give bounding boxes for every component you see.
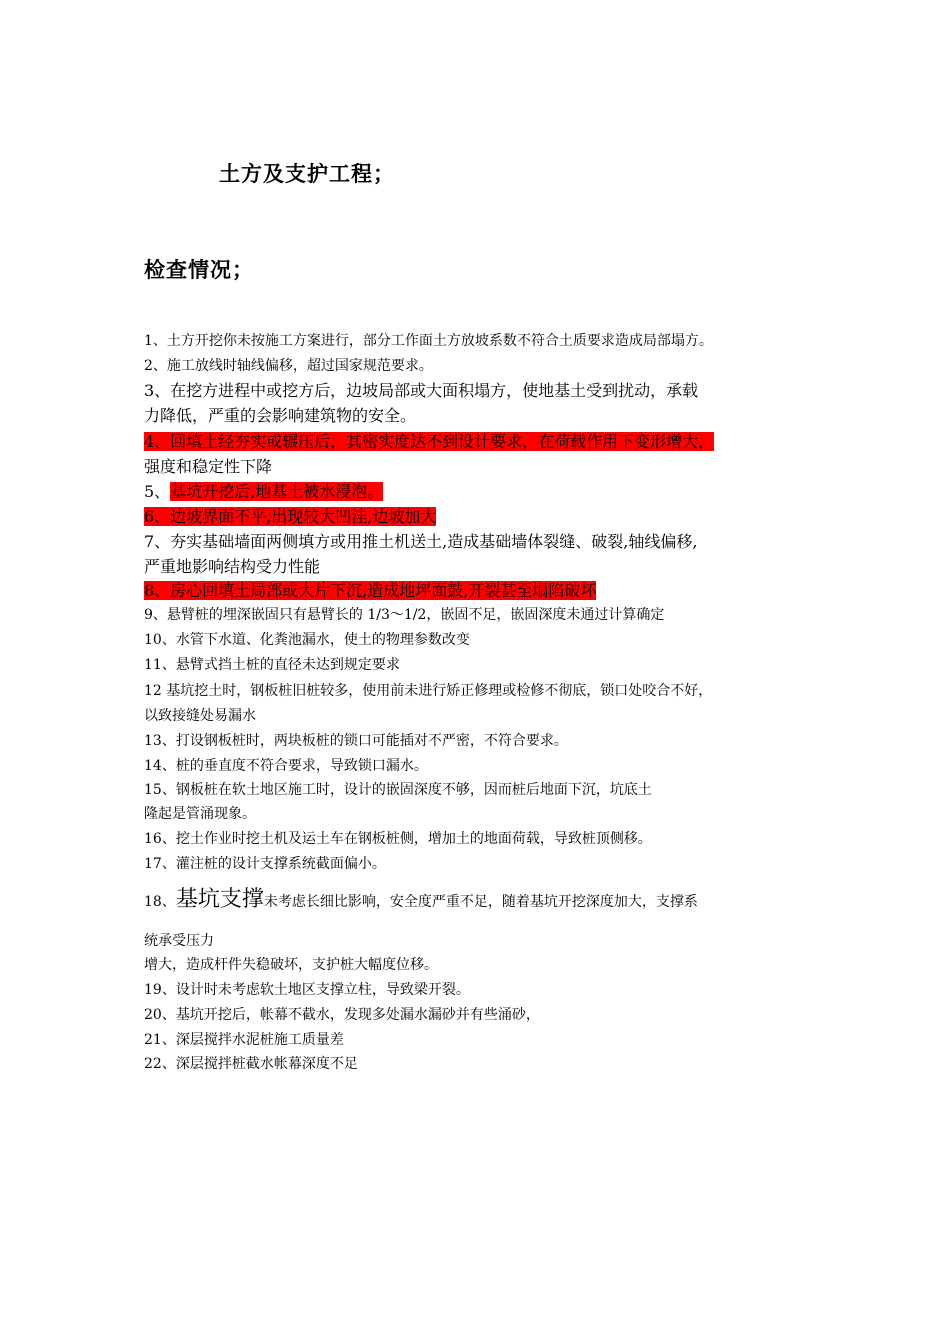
list-item-17: 17、灌注桩的设计支撑系统截面偏小。 xyxy=(144,856,386,872)
list-item-18-line2: 统承受压力 xyxy=(144,933,214,949)
list-item-12-line1: 12 基坑挖土时，钢板桩旧桩较多，使用前未进行矫正修理或检修不彻底，锁口处咬合不好， xyxy=(144,683,713,699)
list-item-14: 14、桩的垂直度不符合要求，导致锁口漏水。 xyxy=(144,758,428,774)
list-item-18-line1 xyxy=(144,887,698,912)
list-item-text: 未考虑长细比影响，安全度严重不足，随着基坑开挖深度加大，支撑系 xyxy=(263,894,698,910)
list-item-4-line1 xyxy=(144,432,714,452)
list-item-9: 9、悬臂桩的埋深嵌固只有悬臂长的 1/3～1/2，嵌固不足，嵌固深度未通过计算确定 xyxy=(144,607,665,623)
list-item-7-line1: 7、夯实基础墙面两侧填方或用推土机送土,造成基础墙体裂缝、破裂,轴线偏移, xyxy=(144,532,698,551)
list-item-18-line3: 增大，造成杆件失稳破坏，支护桩大幅度位移。 xyxy=(144,957,438,973)
list-item-19: 19、设计时未考虑软土地区支撑立柱，导致梁开裂。 xyxy=(144,982,470,998)
list-item-10: 10、水管下水道、化粪池漏水，使土的物理参数改变 xyxy=(144,632,470,648)
list-item-3-line1: 3、在挖方进程中或挖方后，边坡局部或大面积塌方，使地基土受到扰动，承载 xyxy=(144,381,699,400)
list-item-6 xyxy=(144,507,436,527)
section-heading: 检查情况； xyxy=(144,258,254,282)
highlight: 基坑开挖后,地基土被水浸泡。 xyxy=(170,482,384,501)
highlight: 4、回填土经夯实或辗压后，其密实度达不到设计要求，在荷载作用下变形增大， xyxy=(144,432,715,451)
list-item-number: 18、 xyxy=(144,894,176,910)
list-item-5 xyxy=(144,482,383,502)
document-title: 土方及支护工程； xyxy=(219,162,395,186)
highlight: 6、边坡界面不平,出现较大凹洼,边坡加大 xyxy=(144,507,437,526)
list-item-12-line2: 以致接缝处易漏水 xyxy=(144,708,256,724)
list-item-20: 20、基坑开挖后，帐幕不截水，发现多处漏水漏砂并有些涌砂， xyxy=(144,1007,540,1023)
list-item-21: 21、深层搅拌水泥桩施工质量差 xyxy=(144,1032,344,1048)
list-item-15-line2: 隆起是管涌现象。 xyxy=(144,806,256,822)
highlight: 8、房心回填土局部或大片下沉,造成地坪面鼓,开裂甚至塌陷破坏 xyxy=(144,581,597,600)
emphasized-term: 基坑支撑 xyxy=(175,887,264,912)
list-item-2: 2、施工放线时轴线偏移，超过国家规范要求。 xyxy=(144,358,433,374)
list-item-number: 5、 xyxy=(144,482,171,501)
list-item-11: 11、悬臂式挡土桩的直径未达到规定要求 xyxy=(144,657,400,673)
list-item-3-line2: 力降低，严重的会影响建筑物的安全。 xyxy=(144,406,417,425)
list-item-4-line2: 强度和稳定性下降 xyxy=(144,457,273,476)
list-item-1: 1、土方开挖你未按施工方案进行，部分工作面土方放坡系数不符合土质要求造成局部塌方。 xyxy=(144,333,713,349)
list-item-13: 13、打设钢板桩时，两块板桩的锁口可能插对不严密，不符合要求。 xyxy=(144,733,568,749)
list-item-8 xyxy=(144,581,596,601)
list-item-22: 22、深层搅拌桩截水帐幕深度不足 xyxy=(144,1056,358,1072)
list-item-15-line1: 15、钢板桩在软土地区施工时，设计的嵌固深度不够，因而桩后地面下沉，坑底土 xyxy=(144,782,652,798)
list-item-7-line2: 严重地影响结构受力性能 xyxy=(144,557,321,576)
list-item-16: 16、挖土作业时挖土机及运土车在钢板桩侧，增加土的地面荷载，导致桩顶侧移。 xyxy=(144,831,652,847)
